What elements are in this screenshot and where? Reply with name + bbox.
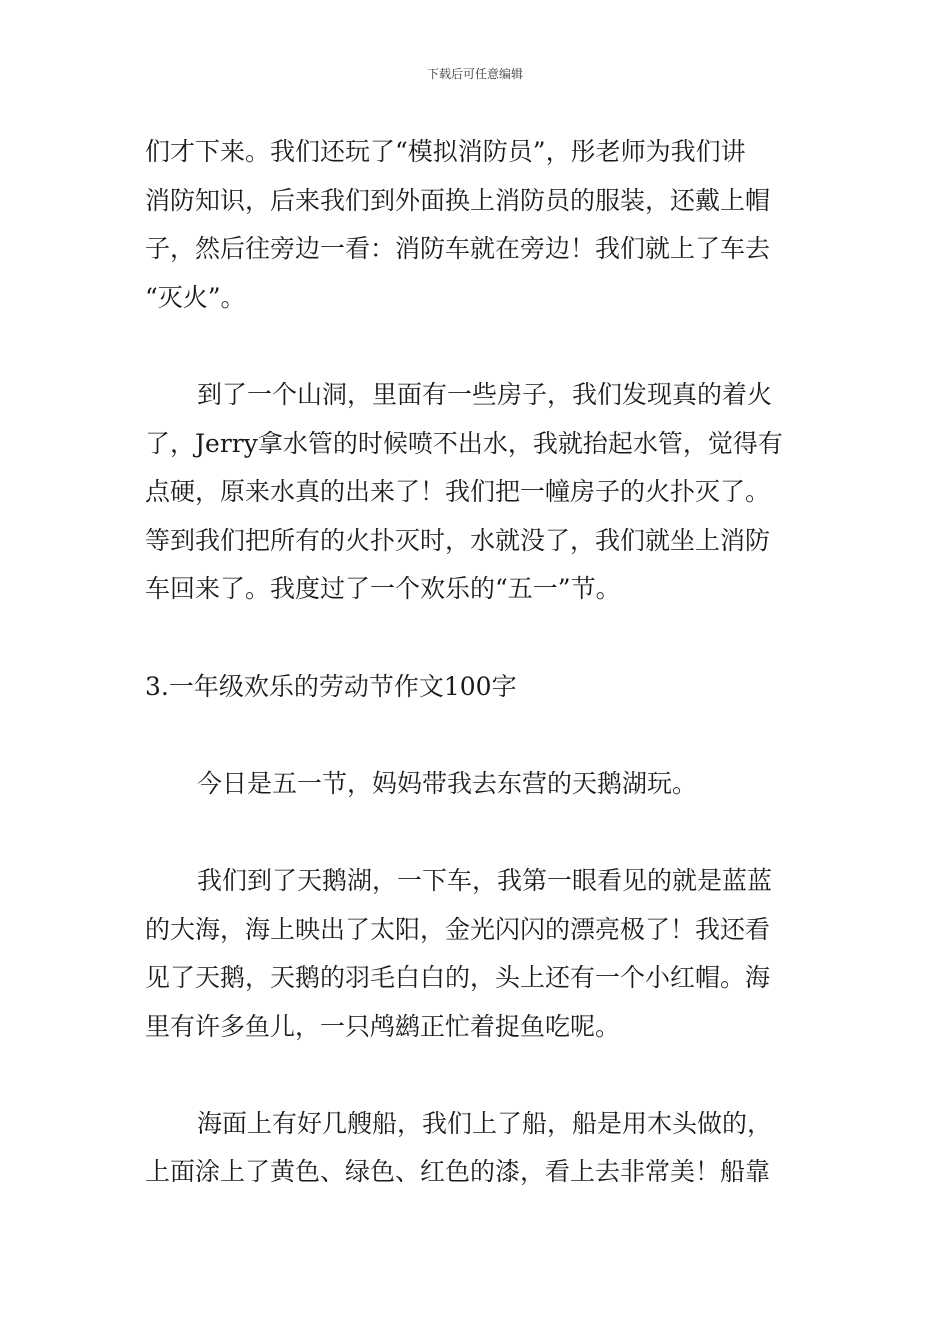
text-line: 我们到了天鹅湖，一下车，我第一眼看见的就是蓝蓝	[197, 865, 773, 895]
paragraph-gap	[145, 808, 809, 857]
text-line: 见了天鹅，天鹅的羽毛白白的，头上还有一个小红帽。海	[145, 963, 771, 993]
text-line: “灭火”。	[145, 282, 246, 312]
text-line: 消防知识，后来我们到外面换上消防员的服装，还戴上帽	[145, 185, 771, 215]
text-line: 们才下来。我们还玩了“模拟消防员”，彤老师为我们讲	[145, 137, 746, 166]
text-line: 里有许多鱼儿，一只鸬鹚正忙着捉鱼吃呢。	[145, 1011, 621, 1041]
paragraph-gap	[145, 614, 809, 663]
section-heading: 3.一年级欢乐的劳动节作文100字	[145, 671, 517, 701]
text-line: 车回来了。我度过了一个欢乐的“五一”节。	[145, 574, 621, 604]
text-line: 的大海，海上映出了太阳，金光闪闪的漂亮极了！我还看	[145, 914, 771, 944]
text-line: 点硬，原来水真的出来了！我们把一幢房子的火扑灭了。	[145, 477, 771, 507]
paragraph-gap	[145, 1051, 809, 1100]
text-line: 今日是五一节，妈妈带我去东营的天鹅湖玩。	[197, 768, 698, 798]
text-line: 到了一个山洞，里面有一些房子，我们发现真的着火	[197, 379, 773, 409]
text-line: 海面上有好几艘船，我们上了船，船是用木头做的，	[197, 1108, 773, 1138]
text-line: 了，Jerry拿水管的时候喷不出水，我就抬起水管，觉得有	[145, 428, 783, 458]
text-line: 等到我们把所有的火扑灭时，水就没了，我们就坐上消防	[145, 525, 771, 555]
page-header-note: 下载后可任意编辑	[426, 67, 523, 81]
paragraph-gap	[145, 322, 809, 371]
document-body	[145, 128, 809, 1197]
text-line: 上面涂上了黄色、绿色、红色的漆，看上去非常美！船靠	[145, 1157, 771, 1187]
paragraph-gap	[145, 711, 809, 760]
text-line: 子，然后往旁边一看：消防车就在旁边！我们就上了车去	[145, 234, 771, 264]
